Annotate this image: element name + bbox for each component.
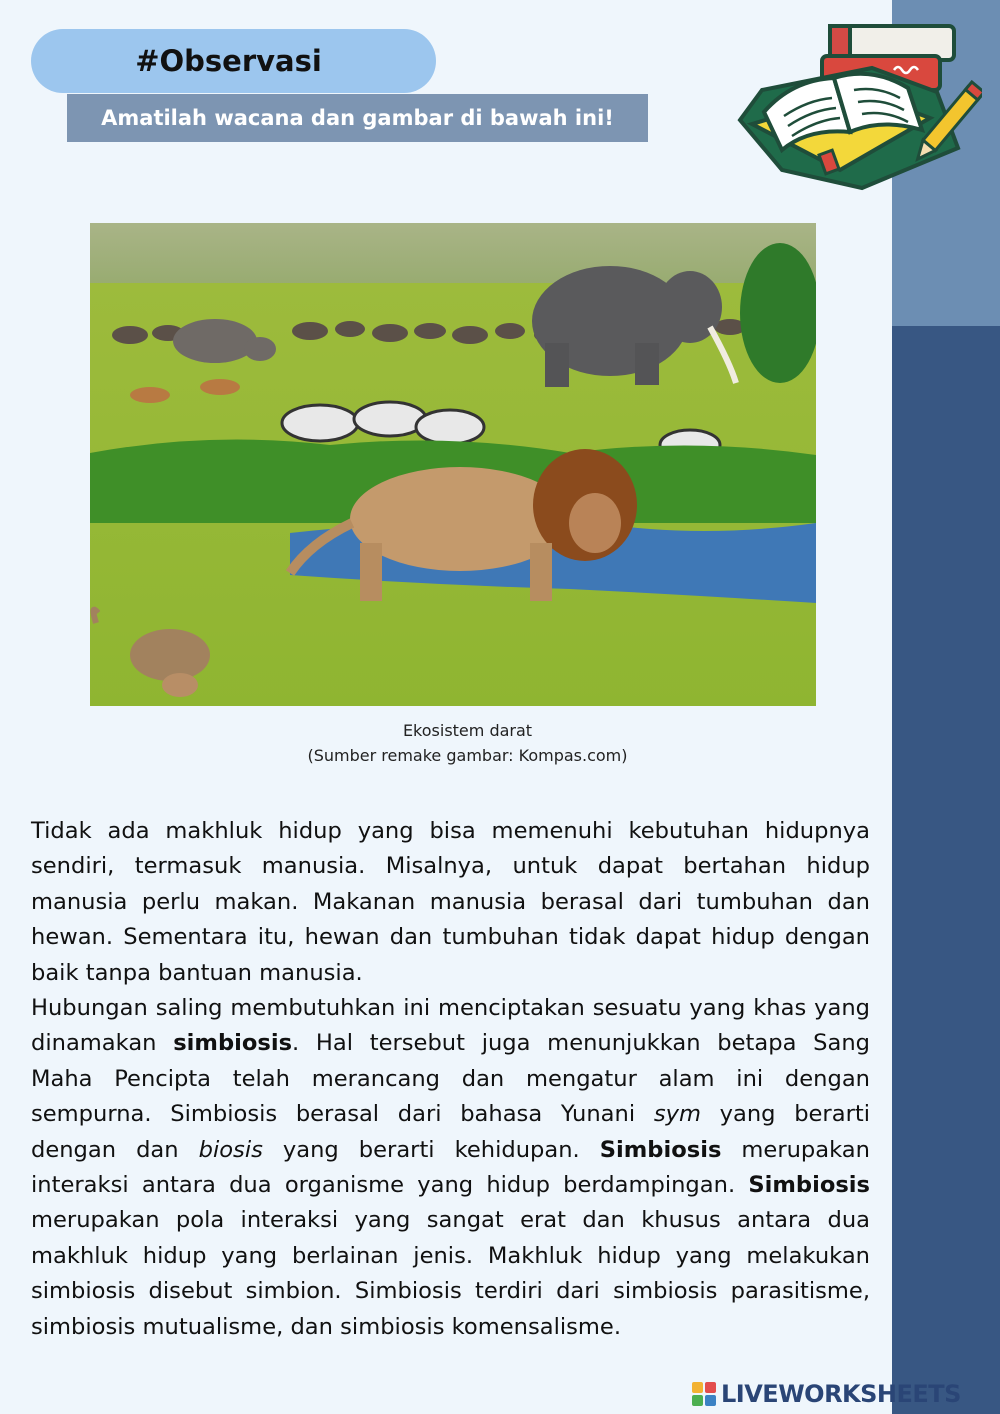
page-title: #Observasi: [135, 44, 322, 78]
figure-caption: [90, 718, 845, 768]
keyword-simbiosis: Simbiosis: [599, 1136, 722, 1163]
reading-passage: [31, 814, 870, 1345]
keyword-simbiosis: simbiosis: [173, 1030, 293, 1057]
caption-title: Ekosistem darat: [402, 721, 533, 740]
paragraph-1: Tidak ada makhluk hidup yang bisa memenuhi kebutuhan hidupnya sendiri, termasuk manusia. Misalnya, untuk dapat bertahan hidup manusia perlu makan. Makanan manusia berasal dari tumbuhan dan hewan. Sementara itu, hewan dan tumbuhan tidak dapat hidup dengan baik tanpa bantuan manusia.: [31, 818, 870, 986]
paragraph-2: Hubungan saling membutuhkan ini menciptakan sesuatu yang khas yang dinamakan simbiosis. Hal tersebut juga menunjukkan betapa Sang Maha Pencipta telah merancang dan mengatur alam ini dengan sempurna. Simbiosis berasal dari bahasa Yunani sym yang berarti dengan dan biosis yang berarti kehidupan. Simbiosis merupakan interaksi antara dua organisme yang hidup berdampingan. Simbiosis merupakan pola interaksi yang sangat erat dan khusus antara dua makhluk hidup yang berlainan jenis. Makhluk hidup yang melakukan simbiosis disebut simbion. Simbiosis terdiri dari simbiosis parasitisme, simbiosis mutualisme, dan simbiosis komensalisme.: [31, 995, 870, 1340]
brand-name: LIVEWORKSHEETS: [721, 1380, 961, 1408]
term-biosis: biosis: [198, 1136, 263, 1163]
savanna-ecosystem-photo: [90, 223, 816, 706]
instruction-banner: Amatilah wacana dan gambar di bawah ini!: [67, 94, 648, 142]
term-sym: sym: [653, 1101, 701, 1128]
liveworksheets-icon: [692, 1382, 716, 1406]
title-pill: [31, 29, 436, 93]
keyword-simbiosis: Simbiosis: [748, 1172, 870, 1199]
caption-source: (Sumber remake gambar: Kompas.com): [307, 746, 628, 765]
books-illustration: [722, 20, 982, 198]
liveworksheets-logo: [692, 1378, 961, 1410]
sidebar-bottom-panel: [892, 326, 1000, 1414]
